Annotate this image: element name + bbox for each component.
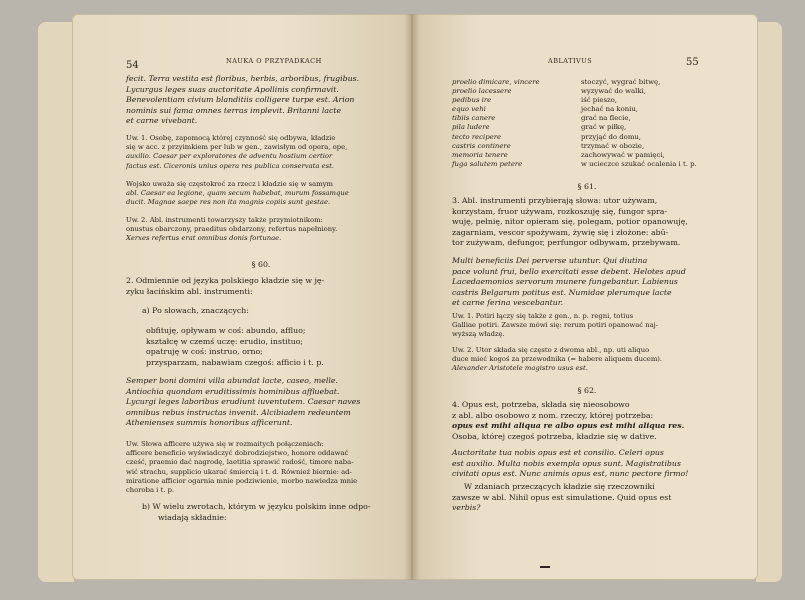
remark-2: Uw. 2. Abl. instrumenti towarzyszy także przymiotnikom: onustus obarczony, praeditus obdarzony, refertus napełniony. Xerxes refertus erat omnibus donis fortunae.: [126, 216, 338, 243]
negation-rule: W zdaniach przeczących kładzie się rzeczowniki zawsze w abl. Nihil opus est simulatione. Quid opus est verbis?: [452, 482, 672, 513]
latin-examples: fecit. Terra vestita est floribus, herbis, arboribus, frugibus. Lycurgus leges suas auctoritate Apollinis confirmavit. Benevolentiam civium blanditiis colligere turpe est. Arion nominis sui fama omnes terras implevit. Britanni lacte et carne vivebant.: [126, 74, 360, 126]
rule-2: 2. Odmiennie od języka polskiego kładzie się w ję- zyku łacińskim abl. instrumenti:: [126, 276, 325, 296]
afficere-remark: Uw. Słowa afficere używa się w rozmaitych połączeniach: afficere beneficio wyświadczyć dobrodziejstwo, honore oddawać cześć, praemio dać nagrodę, laetitia sprawić radość, timore naba- wić strachu, supplicio ukarać śmiercią i t. d. Równieź biernie: ad- miratione afficior ogarnia mnie podziwienie, morbo nawiedza mnie choroba i t. p.: [126, 440, 358, 495]
remark-1: Uw. 1. Osobę, zapomocą której czynność się odbywa, kładzie się w acc. z przyimkiem per lub w gen., zawisłym od opera, ope, auxilio. Caesar per exploratores de adventu hostium certior factus est. Ciceronis unius opera res publica conservata est.: [126, 134, 348, 170]
section-heading-60: § 60.: [251, 260, 271, 269]
right-page: ABLATIVUS 55 proelio dimicare, vincere stoczyć, wygrać bitwę, proelio lacessere wyzywać do walki, pedibus ire iść pieszo, equo vehi jechać na koniu, tibiis canere grać na flecie, pila ludere grać w piłkę, tecto recipere przyjąć do domu, castris continere trzymać w obozie, memoria tenere zachowywać w pamięci, fuga salutem petere w ucieczce szukać ocalenia i t. p. § 61. 3. Abl. instrumenti przybierają słowa: utor używam, korzystam, fruor używam, rozkoszuję się, fungor spra- wuję, pełnię, nitor opieram się, polegam, potior opanowuję, zagarniam, vescor spożywam, żywię się i złożone: abū- tor zużywam, defungor, perfungor odbywam, przebywam. Multi beneficiis Dei perverse utuntur. Qui diutina pace volunt frui, bello exercitati esse debent. Helotes apud Lacedaemonios servorum munere fungebantur. Labienus castris Belgarum potitus est. Numidae plerumque lacte et carne ferina vescebantur. Uw. 1. Potiri łączy się także z gen., n. p. regni, totius Galliae potiri. Zawsze mówi się: rerum potiri opanować naj- wyższą władzę. Uw. 2. Utor składa się często z dwoma abl., np. uti aliquo duce mieć kogoś za przewodnika (= habere aliquem ducem). Alexander Aristotele magistro usus est. § 62. 4. Opus est, potrzeba, składa się nieosobowo z abl. albo osobowo z nom. rzeczy, której potrzeba: opus est mihi aliqua re albo opus est mihi aliqua res. Osoba, której czegoś potrzeba, kładzie się w dative. Auctoritate tua nobis opus est et consilio. Celeri opus est auxilio. Multa nobis exempla opus sunt. Magistratibus civitati opus est. Nunc animis opus est, nunc pectore firmo! W zdaniach przeczących kładzie się rzeczowniki zawsze w abl. Nihil opus est simulatione. Quid opus est verbis?: [412, 14, 758, 580]
page-edges-left: [38, 22, 75, 582]
left-page: [72, 14, 412, 580]
signature-mark: [540, 566, 550, 568]
page-number: 55: [686, 57, 699, 68]
section-heading-61: § 61.: [577, 182, 597, 191]
latin-examples-2: Semper boni domini villa abundat lacte, caseo, melle. Antiochia quondam eruditissimis hominibus affluebat. Lycurgi leges laboribus erudiunt iuventutem. Caesar naves omnibus rebus instructas invenit. Alcibiadem redeuntem Athenienses summis honoribus afficerunt.: [126, 376, 361, 428]
section-heading-62: § 62.: [577, 386, 597, 395]
potiri-remark: Uw. 1. Potiri łączy się także z gen., n. p. regni, totius Galliae potiri. Zawsze mówi się: rerum potiri opanować naj- wyższą władzę.: [452, 312, 659, 339]
subpoint-a: a) Po słowach, znaczących:: [142, 306, 249, 315]
book-gutter: [404, 14, 420, 580]
rule-4: 4. Opus est, potrzeba, składa się nieosobowo z abl. albo osobowo z nom. rzeczy, której potrzeba: opus est mihi aliqua re albo opus est mihi aliqua res. Osoba, której czegoś potrzeba, kładzie się w dative.: [452, 400, 685, 441]
utor-remark: Uw. 2. Utor składa się często z dwoma abl., np. uti aliquo duce mieć kogoś za przewodnika (= habere aliquem ducem). Alexander Aristotele magistro usus est.: [452, 346, 663, 373]
latin-examples-3: Multi beneficiis Dei perverse utuntur. Qui diutina pace volunt frui, bello exercitati esse debent. Helotes apud Lacedaemonios servorum munere fungebantur. Labienus castris Belgarum potitus est. Numidae plerumque lacte et carne ferina vescebantur.: [452, 256, 686, 308]
running-head: NAUKA O PRZYPADKACH: [226, 57, 322, 65]
latin-examples-4: Auctoritate tua nobis opus est et consilio. Celeri opus est auxilio. Multa nobis exempla opus sunt. Magistratibus civitati opus est. Nunc animis opus est, nunc pectore firmo!: [452, 448, 689, 479]
page-number: 54: [126, 60, 139, 71]
subpoint-b: b) W wielu zwrotach, którym w języku polskim inne odpo- wiadają składnie:: [142, 502, 371, 522]
army-remark: Wojsko uważa się częstokroć za rzecz i kładzie się w samym abl. Caesar ea legione, quam secum habebat, murum fossamque ducit. Magnae saepe res non ita magnis copiis sunt gestae.: [126, 180, 349, 207]
page-edges-right: [756, 22, 783, 582]
running-head: ABLATIVUS: [548, 57, 593, 65]
verb-list: obfituję, opływam w coś: abundo, affluo; kształcę w czemś uczę: erudio, instituo; opatruję w coś: instruo, orno; przysparzam, nabawiam czegoś: afficio i t. p.: [146, 326, 324, 367]
rule-3: 3. Abl. instrumenti przybierają słowa: utor używam, korzystam, fruor używam, rozkoszuję się, fungor spra- wuję, pełnię, nitor opieram się, polegam, potior opanowuję, zagarniam, vescor spożywam, żywię się i złożone: abū- tor zużywam, defungor, perfungor odbywam, przebywam.: [452, 196, 688, 248]
